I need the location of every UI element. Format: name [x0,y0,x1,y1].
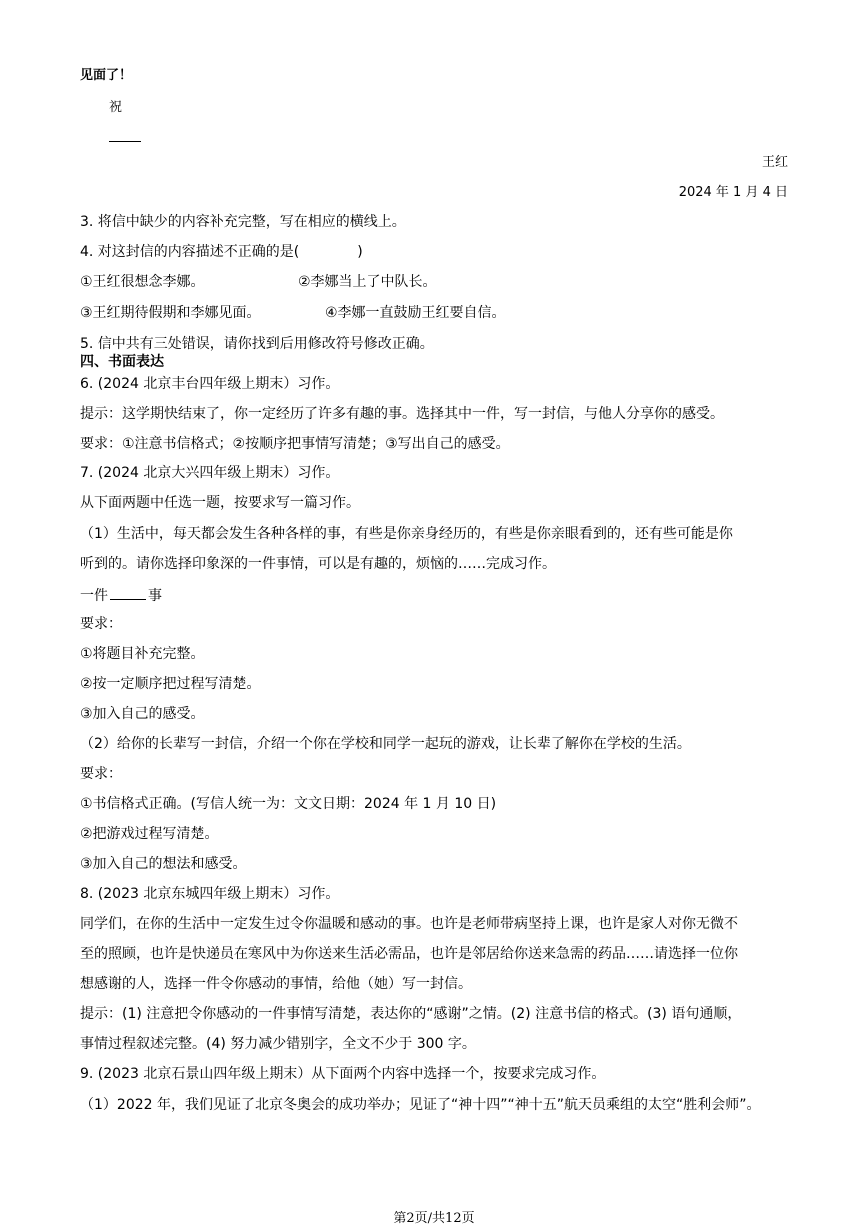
topic-blank-line [110,585,146,600]
question-8-tip-line-1: 提示：(1) 注意把令你感动的一件事情写清楚，表达你的“感谢”之情。(2) 注意书信的格式。(3) 语句通顺， [80,1006,742,1022]
page-footer: 第2页/共12页 [393,1211,475,1226]
question-8-line-3: 想感谢的人，选择一件令你感动的事情，给他（她）写一封信。 [80,976,472,992]
question-4-stem [80,243,363,261]
question-7-requirement-2: ②按一定顺序把过程写清楚。 [80,676,261,692]
question-7-requirement-label: 要求： [80,616,122,632]
section-heading: 四、书面表达 [80,354,164,370]
question-4-stem-text: 4. 对这封信的内容描述不正确的是( [80,244,300,260]
question-6-tip: 提示：这学期快结束了，你一定经历了许多有趣的事。选择其中一件，写一封信，与他人分享你的感受。 [80,406,724,422]
letter-closing: 见面了！ [80,68,133,83]
question-4-paren-close: ) [357,244,363,260]
question-5: 5. 信中共有三处错误，请你找到后用修改符号修改正确。 [80,336,434,352]
letter-date: 2024 年 1 月 4 日 [678,185,788,200]
question-9-line-1: （1）2022 年，我们见证了北京冬奥会的成功举办；见证了“神十四”“神十五”航天员乘组的太空“胜利会师”。 [80,1097,761,1113]
question-9-title: 9. (2023 北京石景山四年级上期末）从下面两个内容中选择一个，按要求完成习作。 [80,1066,606,1082]
question-4-option-2: ②李娜当上了中队长。 [298,274,437,290]
question-7-requirement-3: ③加入自己的感受。 [80,706,205,722]
question-8-line-2: 至的照顾，也许是快递员在寒风中为你送来生活必需品，也许是邻居给你送来急需的药品……请选择一位你 [80,946,738,962]
question-3: 3. 将信中缺少的内容补充完整，写在相应的横线上。 [80,214,406,230]
question-6-title: 6. (2024 北京丰台四年级上期末）习作。 [80,376,340,392]
question-4-option-1: ①王红很想念李娜。 [80,274,205,290]
question-7-part1-line1: （1）生活中，每天都会发生各种各样的事，有些是你亲身经历的，有些是你亲眼看到的，还有些可能是你 [80,526,733,542]
letter-wish: 祝 [109,100,123,115]
topic-prefix: 一件 [80,588,108,604]
question-7-topic [80,585,162,605]
question-7-part1-line2: 听到的。请你选择印象深的一件事情，可以是有趣的，烦恼的……完成习作。 [80,556,556,572]
question-8-tip-line-2: 事情过程叙述完整。(4) 努力减少错别字，全文不少于 300 字。 [80,1036,476,1052]
question-7-requirement2-1: ①书信格式正确。(写信人统一为：文文日期：2024 年 1 月 10 日) [80,796,497,812]
letter-signature: 王红 [761,155,788,170]
question-4-option-3: ③王红期待假期和李娜见面。 [80,305,261,321]
question-7-title: 7. (2024 北京大兴四年级上期末）习作。 [80,465,340,481]
question-7-part2: （2）给你的长辈写一封信，介绍一个你在学校和同学一起玩的游戏，让长辈了解你在学校的生活。 [80,736,691,752]
question-8-line-1: 同学们，在你的生活中一定发生过令你温暖和感动的事。也许是老师带病坚持上课，也许是家人对你无微不 [80,916,738,932]
question-7-requirement2-2: ②把游戏过程写清楚。 [80,826,219,842]
question-7-requirement2-3: ③加入自己的想法和感受。 [80,856,247,872]
topic-suffix: 事 [148,588,162,604]
question-7-intro: 从下面两题中任选一题，按要求写一篇习作。 [80,495,360,511]
wish-blank-line [109,141,141,142]
question-7-requirement-1: ①将题目补充完整。 [80,646,205,662]
question-4-option-4: ④李娜一直鼓励王红要自信。 [325,305,506,321]
question-6-requirement: 要求：①注意书信格式；②按顺序把事情写清楚；③写出自己的感受。 [80,436,510,452]
question-8-title: 8. (2023 北京东城四年级上期末）习作。 [80,886,340,902]
question-7-requirement2-label: 要求： [80,766,122,782]
